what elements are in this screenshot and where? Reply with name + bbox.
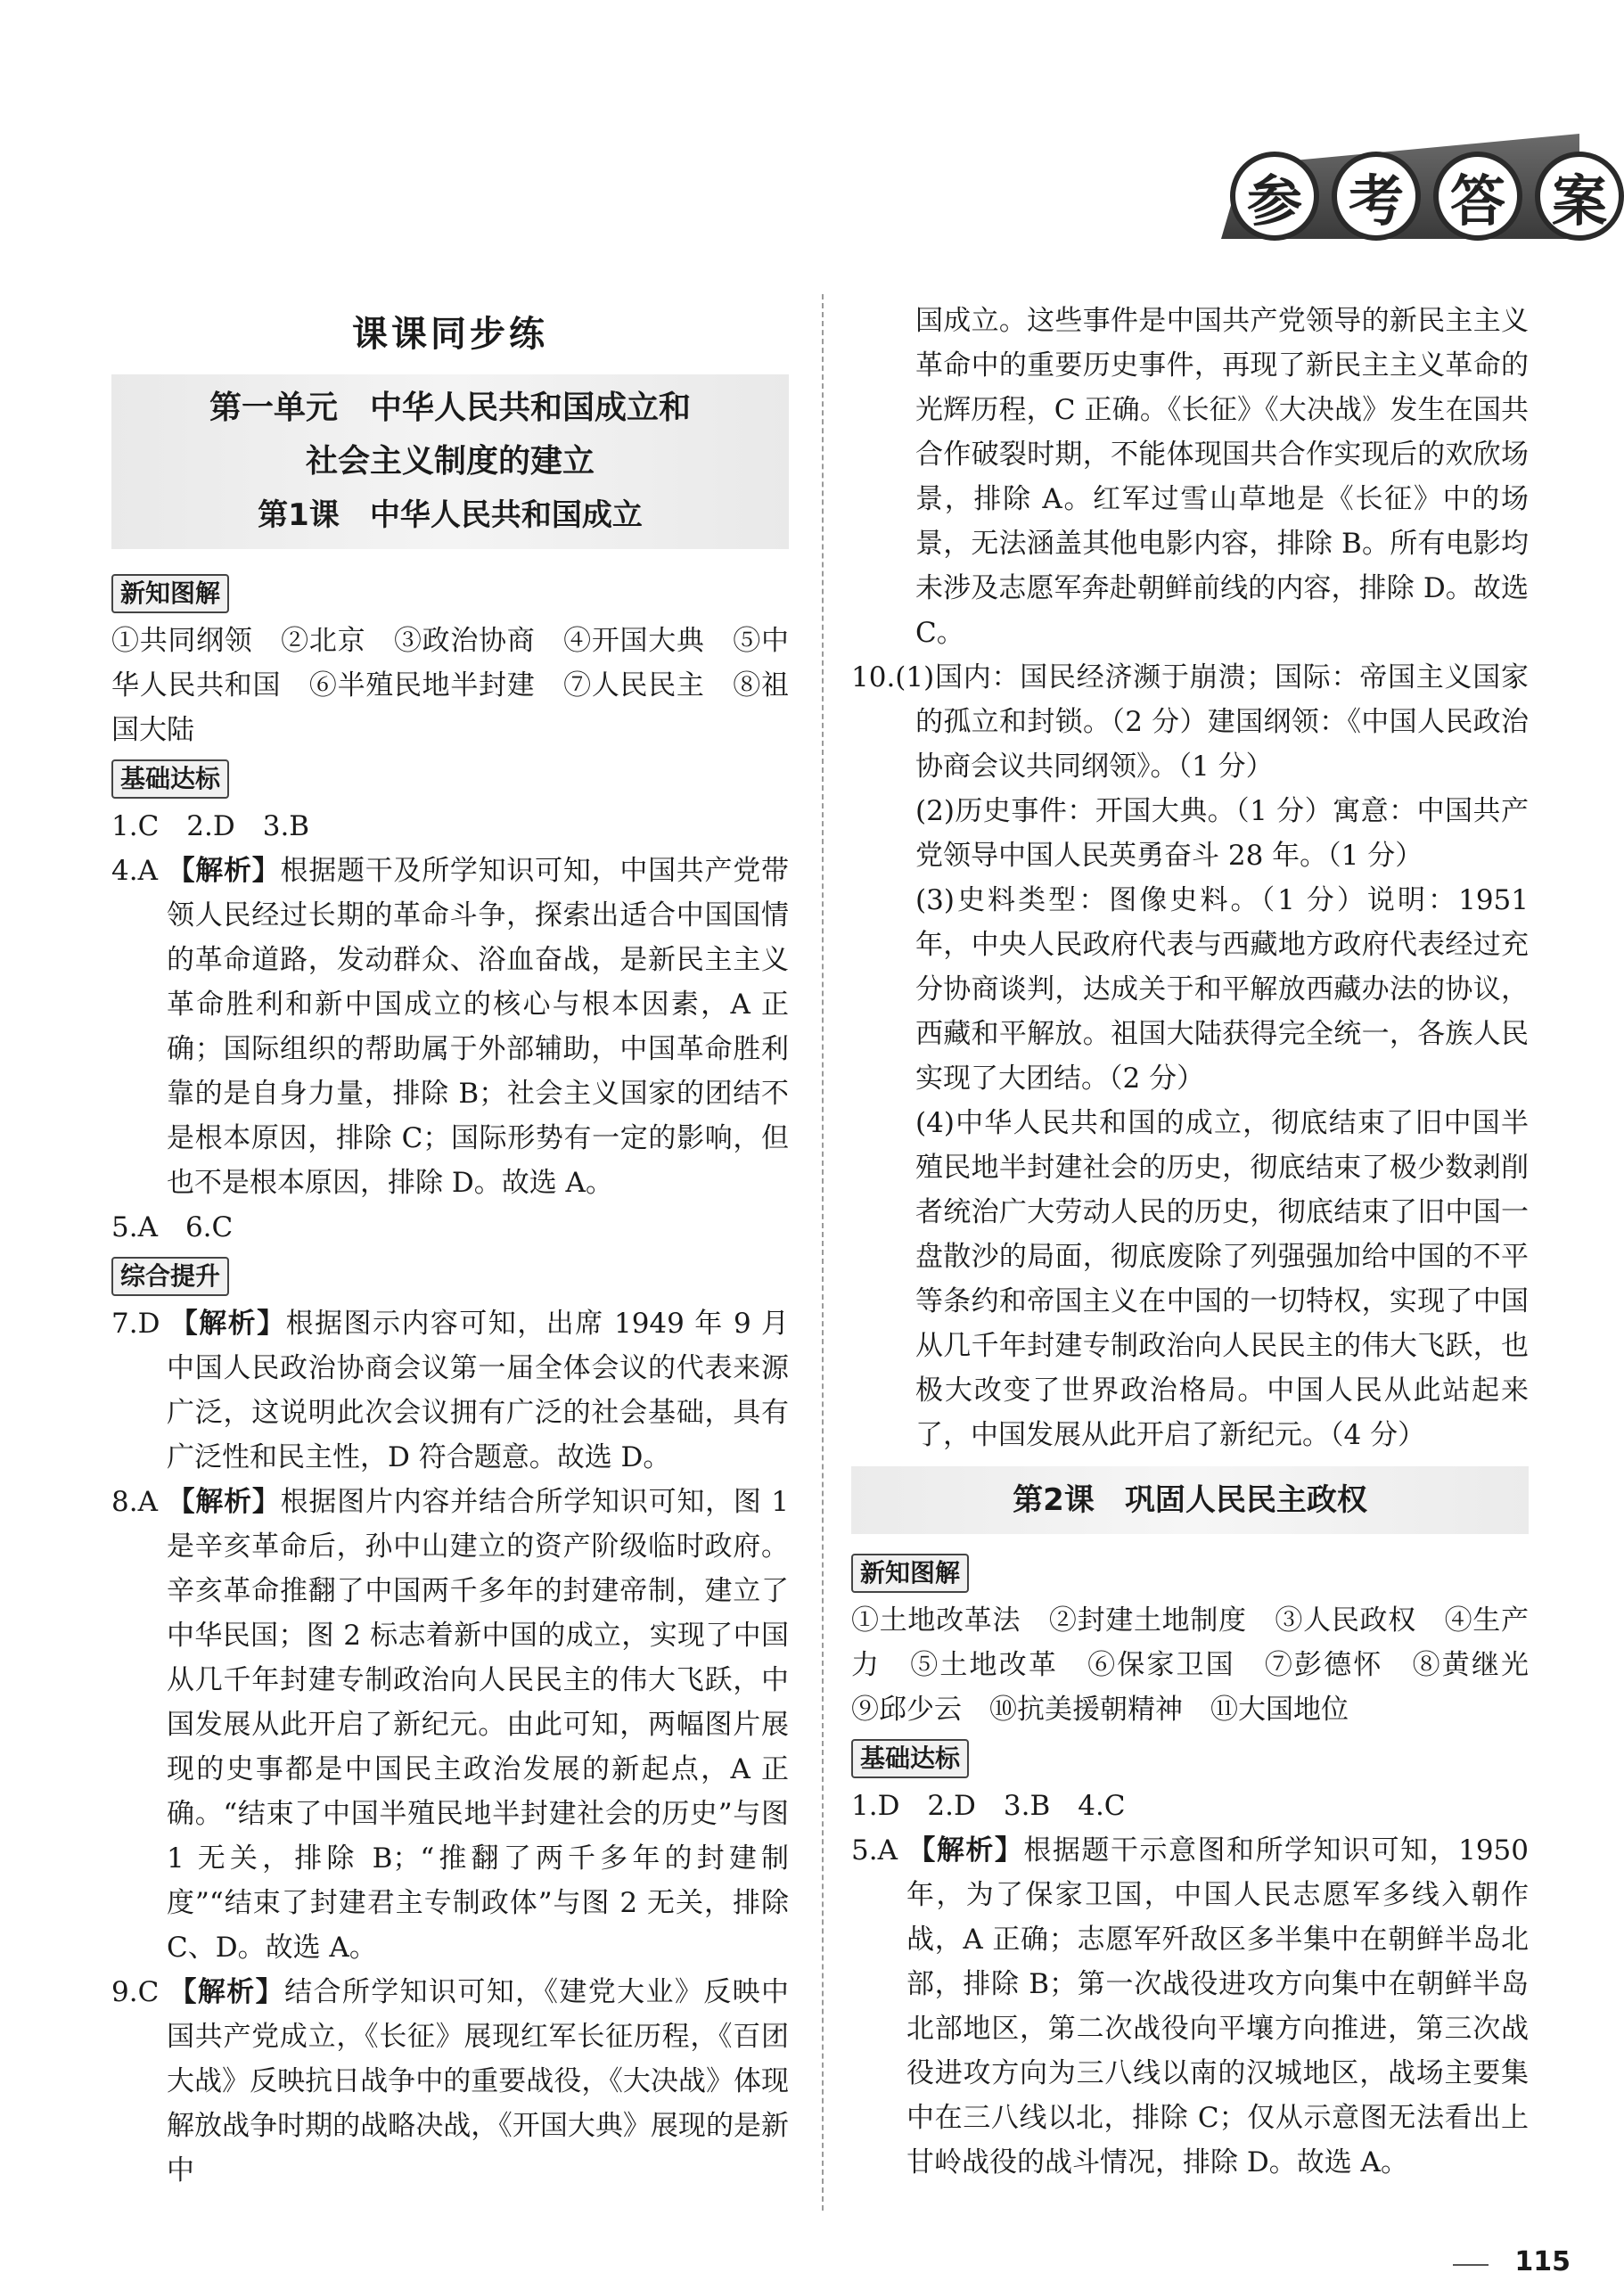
- answer-number: 8.A: [111, 1486, 158, 1518]
- tag-new-knowledge: 新知图解: [851, 1554, 969, 1593]
- column-divider: [822, 294, 824, 2211]
- analysis-label: 【解析】: [167, 855, 281, 887]
- answer-item: 10.(1)国内：国民经济濒于崩溃；国际：帝国主义国家的孤立和封锁。（2 分）建国纲领：《中国人民政治协商会议共同纲领》。（1 分）: [851, 661, 1529, 783]
- banner-char: 考: [1332, 152, 1421, 241]
- answer-subitem: (2)历史事件：开国大典。（1 分）寓意：中国共产党领导中国人民英勇奋斗 28 年。（1 分）: [915, 795, 1529, 872]
- tag-basic: 基础达标: [111, 759, 229, 799]
- answer-number: 9.C: [111, 1976, 160, 2008]
- answer-number: 4.A: [111, 855, 158, 887]
- answer-item: [111, 1970, 789, 2193]
- analysis-label: 【解析】: [907, 1834, 1024, 1867]
- answer-continuation: 国成立。这些事件是中国共产党领导的新民主主义革命中的重要历史事件，再现了新民主主义革命的光辉历程，C 正确。《长征》《大决战》发生在国共合作破裂时期，不能体现国共合作实现后的欢欣场景，排除 A。红军过雪山草地是《长征》中的场景，无法涵盖其他电影内容，排除 B。所有电影均未涉及志愿军奔赴朝鲜前线的内容，排除 D。故选 C。: [915, 305, 1529, 649]
- answer-line: 1.C 2.D 3.B: [111, 810, 310, 842]
- lesson-header: [851, 1466, 1529, 1534]
- tag-comprehensive: 综合提升: [111, 1257, 229, 1296]
- section-title: 课课同步练: [352, 314, 548, 355]
- banner-char: 参: [1230, 152, 1319, 241]
- answer-subitem: (4)中华人民共和国的成立，彻底结束了旧中国半殖民地半封建社会的历史，彻底结束了极少数剥削者统治广大劳动人民的历史，彻底结束了旧中国一盘散沙的局面，彻底废除了列强强加给中国的不平等条约和帝国主义在中国的一切特权，实现了中国从几千年封建专制政治向人民民主的伟大飞跃，也极大改变了世界政治格局。中国人民从此站起来了，中国发展从此开启了新纪元。（4 分）: [915, 1107, 1529, 1451]
- tag-new-knowledge: 新知图解: [111, 574, 229, 613]
- analysis-text: 根据图片内容并结合所学知识可知，图 1 是辛亥革命后，孙中山建立的资产阶级临时政府。辛亥革命推翻了中国两千多年的封建帝制，建立了中华民国；图 2 标志着新中国的成立，实现了中国从几千年封建专制政治向人民民主的伟大飞跃，中国发展从此开启了新纪元。由此可知，两幅图片展现的史事都是中国民主政治发展的新起点，A 正确。“结束了中国半殖民地半封建社会的历史”与图 1 无关，排除 B；“推翻了两千多年的封建制度”“结束了封建君主专制政体”与图 2 无关，排除 C、D。故选 A。: [167, 1486, 790, 1964]
- answer-item: [111, 849, 789, 1205]
- analysis-text: 根据图示内容可知，出席 1949 年 9 月中国人民政治协商会议第一届全体会议的代表来源广泛，这说明此次会议拥有广泛的社会基础，具有广泛性和民主性，D 符合题意。故选 D。: [167, 1308, 790, 1473]
- analysis-label: 【解析】: [168, 1976, 285, 2008]
- knowledge-answers: ①土地改革法 ②封建土地制度 ③人民政权 ④生产力 ⑤土地改革 ⑥保家卫国 ⑦彭德怀 ⑧黄继光 ⑨邱少云 ⑩抗美援朝精神 ⑪大国地位: [851, 1604, 1556, 1726]
- knowledge-answers: ①共同纲领 ②北京 ③政治协商 ④开国大典 ⑤中华人民共和国 ⑥半殖民地半封建 ⑦人民民主 ⑧祖国大陆: [111, 625, 789, 746]
- answer-number: 7.D: [111, 1308, 160, 1340]
- banner-char: 答: [1433, 152, 1522, 241]
- header-title: [1230, 152, 1624, 241]
- analysis-text: 根据题干及所学知识可知，中国共产党带领人民经过长期的革命斗争，探索出适合中国国情的革命道路，发动群众、浴血奋战，是新民主主义革命胜利和新中国成立的核心与根本因素，A 正确；国际组织的帮助属于外部辅助，中国革命胜利靠的是自身力量，排除 B；社会主义国家的团结不是根本原因，排除 C；国际形势有一定的影响，但也不是根本原因，排除 D。故选 A。: [167, 855, 790, 1199]
- analysis-text: 结合所学知识可知，《建党大业》反映中国共产党成立，《长征》展现红军长征历程，《百团大战》反映抗日战争中的重要战役，《大决战》体现解放战争时期的战略决战，《开国大典》展现的是新中: [167, 1976, 790, 2187]
- unit-title-line1: 第一单元 中华人民共和国成立和: [209, 390, 691, 426]
- lesson-title: 第2课 巩固人民民主政权: [1013, 1482, 1367, 1518]
- left-column: [111, 294, 789, 2193]
- analysis-label: 【解析】: [169, 1308, 286, 1340]
- answer-number: 5.A: [851, 1834, 898, 1867]
- tag-basic: 基础达标: [851, 1739, 969, 1778]
- answer-item: [111, 1301, 789, 1480]
- unit-title-line2: 社会主义制度的建立: [305, 443, 595, 480]
- lesson-title: 第1课 中华人民共和国成立: [258, 497, 643, 533]
- page-number: 115: [1514, 2246, 1571, 2277]
- answer-line: 1.D 2.D 3.B 4.C: [851, 1790, 1126, 1822]
- answer-subitem: (3)史料类型：图像史料。（1 分）说明：1951 年，中央人民政府代表与西藏地方政府代表经过充分协商谈判，达成关于和平解放西藏办法的协议，西藏和平解放。祖国大陆获得完全统一，各族人民实现了大团结。（2 分）: [915, 884, 1529, 1095]
- unit-header: [111, 374, 789, 549]
- page-number-dash: [1453, 2264, 1489, 2266]
- analysis-text: 根据题干示意图和所学知识可知，1950 年，为了保家卫国，中国人民志愿军多线入朝作战，A 正确；志愿军歼敌区多半集中在朝鲜半岛北部，排除 B；第一次战役进攻方向集中在朝鲜半岛北部地区，第二次战役向平壤方向推进，第三次战役进攻方向为三八线以南的汉城地区，战场主要集中在三八线以北，排除 C；仅从示意图无法看出上甘岭战役的战斗情况，排除 D。故选 A。: [906, 1834, 1529, 2178]
- answer-item: [851, 1828, 1529, 2185]
- banner-char: 案: [1535, 152, 1624, 241]
- analysis-label: 【解析】: [167, 1486, 281, 1518]
- right-column: [851, 299, 1556, 2185]
- answer-line: 5.A 6.C: [111, 1211, 234, 1243]
- answer-item: [111, 1480, 789, 1970]
